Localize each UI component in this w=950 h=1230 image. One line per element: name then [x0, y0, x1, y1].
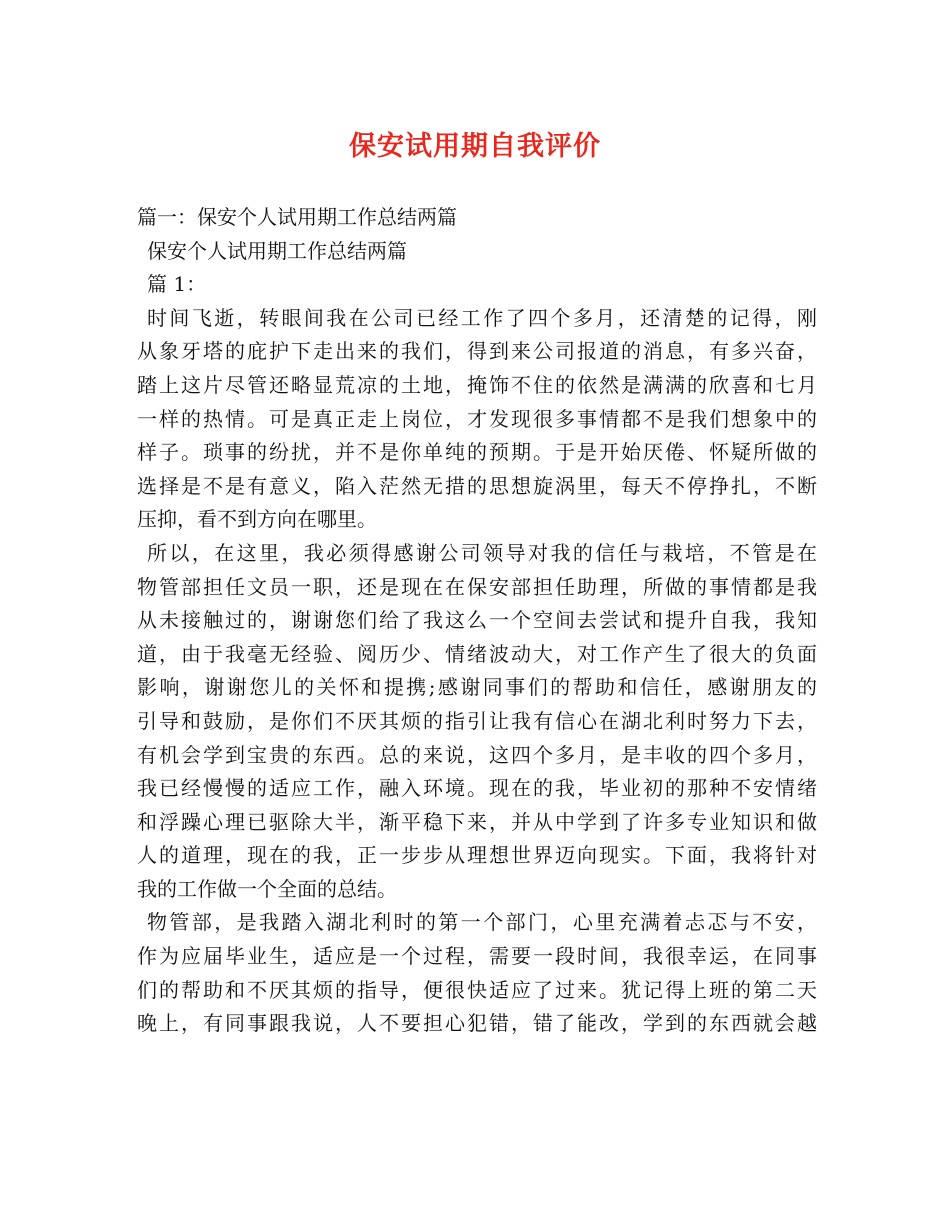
body-line: 和浮躁心理已驱除大半，渐平稳下来，并从中学到了许多专业知识和做: [137, 809, 817, 834]
body-line: 作为应届毕业生，适应是一个过程，需要一段时间，我很幸运，在同事: [137, 944, 817, 969]
body-line: 有机会学到宝贵的东西。总的来说，这四个多月，是丰收的四个多月，: [137, 742, 817, 767]
body-line: 保安个人试用期工作总结两篇: [147, 238, 407, 263]
body-line: 踏上这片尽管还略显荒凉的土地，掩饰不住的依然是满满的欣喜和七月: [137, 372, 817, 397]
body-line: 影响，谢谢您儿的关怀和提携;感谢同事们的帮助和信任，感谢朋友的: [137, 675, 817, 700]
body-line: 篇一：保安个人试用期工作总结两篇: [137, 205, 457, 229]
body-line: 篇 1：: [147, 272, 207, 297]
body-line: 物管部，是我踏入湖北利时的第一个部门，心里充满着忐忑与不安，: [147, 910, 817, 935]
body-line: 晚上，有同事跟我说，人不要担心犯错，错了能改，学到的东西就会越: [137, 1011, 817, 1036]
body-line: 压抑，看不到方向在哪里。: [137, 507, 377, 532]
body-line: 道，由于我毫无经验、阅历少、情绪波动大，对工作产生了很大的负面: [137, 641, 817, 666]
body-line: 从象牙塔的庇护下走出来的我们，得到来公司报道的消息，有多兴奋，: [137, 339, 817, 364]
body-line: 时间飞逝，转眼间我在公司已经工作了四个多月，还清楚的记得，刚: [147, 305, 817, 330]
body-line: 我的工作做一个全面的总结。: [137, 876, 397, 901]
document-title: 保安试用期自我评价: [349, 131, 601, 162]
body-line: 人的道理，现在的我，正一步步从理想世界迈向现实。下面，我将针对: [137, 843, 817, 868]
body-line: 物管部担任文员一职，还是现在在保安部担任助理，所做的事情都是我: [137, 574, 817, 599]
body-line: 我已经慢慢的适应工作，融入环境。现在的我，毕业初的那种不安情绪: [137, 776, 817, 801]
body-line: 从未接触过的，谢谢您们给了我这么一个空间去尝试和提升自我，我知: [137, 608, 817, 633]
body-line: 一样的热情。可是真正走上岗位，才发现很多事情都不是我们想象中的: [137, 406, 817, 431]
body-line: 选择是不是有意义，陷入茫然无措的思想旋涡里，每天不停挣扎，不断: [137, 473, 817, 498]
document-body: [137, 201, 817, 1041]
body-line: 样子。琐事的纷扰，并不是你单纯的预期。于是开始厌倦、怀疑所做的: [137, 440, 817, 465]
body-line: 们的帮助和不厌其烦的指导，便很快适应了过来。犹记得上班的第二天: [137, 977, 817, 1002]
body-line: 引导和鼓励，是你们不厌其烦的指引让我有信心在湖北利时努力下去，: [137, 708, 817, 733]
body-line: 所以，在这里，我必须得感谢公司领导对我的信任与栽培，不管是在: [147, 540, 817, 565]
